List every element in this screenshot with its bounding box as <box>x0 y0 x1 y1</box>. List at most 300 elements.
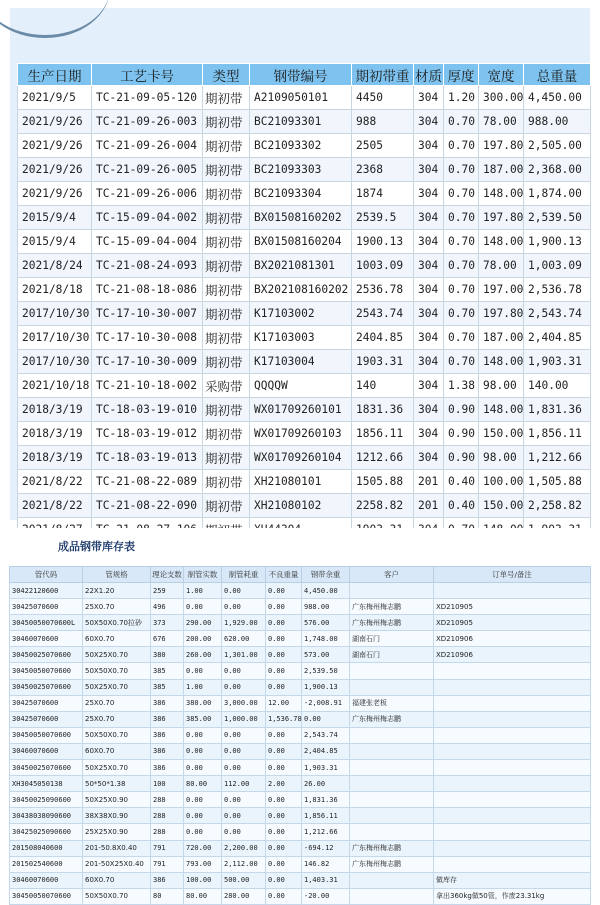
table-cell: 0.90 <box>444 422 479 446</box>
table-cell: 期初带 <box>203 494 250 518</box>
table-cell: 0.70 <box>444 158 479 182</box>
report-table-row[interactable] <box>10 824 591 840</box>
report-column-header[interactable]: 订单号/备注 <box>434 567 591 583</box>
table-cell: 30450050070600 <box>10 727 83 743</box>
table-cell: TC-21-10-18-002 <box>92 374 203 398</box>
table-cell <box>434 663 591 679</box>
table-cell: 197.80 <box>479 302 524 326</box>
report-column-header[interactable]: 制管实数 <box>184 567 222 583</box>
table-cell: 38X38X0.90 <box>83 808 151 824</box>
report-column-header[interactable]: 不良重量 <box>266 567 302 583</box>
table-cell: 12.00 <box>266 695 302 711</box>
table-cell <box>350 583 434 599</box>
table-cell: 0.40 <box>444 494 479 518</box>
table-cell: 304 <box>414 86 444 110</box>
table-cell: 0.70 <box>444 182 479 206</box>
table-cell: WX01709260101 <box>250 398 352 422</box>
strip-table-row[interactable] <box>18 446 591 470</box>
table-cell: BC21093302 <box>250 134 352 158</box>
table-cell: 0.00 <box>266 888 302 904</box>
steel-strip-table <box>17 63 591 566</box>
table-cell: 100.00 <box>479 470 524 494</box>
table-cell <box>350 679 434 695</box>
table-cell: TC-21-09-26-006 <box>92 182 203 206</box>
table-cell <box>434 583 591 599</box>
report-table-row[interactable] <box>10 808 591 824</box>
report-table-row[interactable] <box>10 856 591 872</box>
table-cell <box>434 792 591 808</box>
table-cell: TC-21-08-24-093 <box>92 254 203 278</box>
table-cell: 0.70 <box>444 206 479 230</box>
table-cell: K17103002 <box>250 302 352 326</box>
table-cell: TC-15-09-04-004 <box>92 230 203 254</box>
report-table-row[interactable] <box>10 776 591 792</box>
table-cell <box>434 727 591 743</box>
table-cell: 80.00 <box>184 888 222 904</box>
table-cell: 25X0.70 <box>83 695 151 711</box>
table-cell: 146.82 <box>302 856 350 872</box>
table-cell: 791 <box>151 856 184 872</box>
table-cell: 0.00 <box>266 743 302 759</box>
table-cell: 288 <box>151 792 184 808</box>
table-cell <box>350 888 434 904</box>
table-cell: 2,112.00 <box>222 856 266 872</box>
report-column-header[interactable]: 管代码 <box>10 567 83 583</box>
strip-table-row[interactable] <box>18 230 591 254</box>
table-cell: 30425070600 <box>10 695 83 711</box>
table-cell <box>434 695 591 711</box>
table-cell: 2015/9/4 <box>18 230 92 254</box>
table-cell: 288 <box>151 824 184 840</box>
table-cell: 380.00 <box>184 695 222 711</box>
table-cell: 304 <box>414 350 444 374</box>
strip-table-row[interactable] <box>18 134 591 158</box>
table-cell: 25X25X0.90 <box>83 824 151 840</box>
table-cell: 0.00 <box>222 679 266 695</box>
table-cell: XD210906 <box>434 647 591 663</box>
table-cell: 0.00 <box>266 760 302 776</box>
table-cell: 0.00 <box>222 760 266 776</box>
table-cell: 2,200.00 <box>222 840 266 856</box>
table-cell: 197.80 <box>479 206 524 230</box>
table-cell: 288 <box>151 808 184 824</box>
table-cell: 1,212.66 <box>302 824 350 840</box>
report-table-row[interactable] <box>10 711 591 727</box>
table-cell: TC-21-09-26-005 <box>92 158 203 182</box>
strip-column-header[interactable]: 钢带编号 <box>250 64 352 86</box>
strip-table-row[interactable] <box>18 86 591 110</box>
report-column-header[interactable]: 客户 <box>350 567 434 583</box>
table-cell: 30425070600 <box>10 599 83 615</box>
table-cell: 2018/3/19 <box>18 398 92 422</box>
table-cell: 30425070600 <box>10 711 83 727</box>
table-cell: 1831.36 <box>352 398 414 422</box>
table-cell: BX01508160204 <box>250 230 352 254</box>
report-table-row[interactable] <box>10 599 591 615</box>
strip-column-header[interactable]: 生产日期 <box>18 64 92 86</box>
table-cell: K17103004 <box>250 350 352 374</box>
report-table-row[interactable] <box>10 760 591 776</box>
report-table-row[interactable] <box>10 631 591 647</box>
table-cell: 0.00 <box>266 872 302 888</box>
table-cell: 0.00 <box>184 824 222 840</box>
table-cell: 60X0.70 <box>83 743 151 759</box>
table-cell: 150.00 <box>479 422 524 446</box>
table-cell: 2,404.85 <box>524 326 591 350</box>
table-cell: 0.00 <box>184 792 222 808</box>
table-cell: 2,536.78 <box>524 278 591 302</box>
report-column-header[interactable]: 钢带余重 <box>302 567 350 583</box>
table-cell: 300.00 <box>479 86 524 110</box>
report-table-row[interactable] <box>10 647 591 663</box>
strip-column-header[interactable]: 总重量 <box>524 64 591 86</box>
table-cell: 304 <box>414 422 444 446</box>
table-cell: 广东梅州梅志鹏 <box>350 615 434 631</box>
strip-table-row[interactable] <box>18 350 591 374</box>
table-cell: 500.00 <box>222 872 266 888</box>
report-table-row[interactable] <box>10 872 591 888</box>
table-cell: 0.00 <box>222 792 266 808</box>
table-cell: 201-50X25X0.40 <box>83 856 151 872</box>
table-cell: 720.00 <box>184 840 222 856</box>
table-cell: 304 <box>414 182 444 206</box>
table-cell <box>350 776 434 792</box>
table-cell: 187.00 <box>479 158 524 182</box>
strip-column-header[interactable]: 厚度 <box>444 64 479 86</box>
table-cell: 0.00 <box>184 599 222 615</box>
table-cell: 期初带 <box>203 182 250 206</box>
table-cell: 2015/9/4 <box>18 206 92 230</box>
table-cell: A2109050101 <box>250 86 352 110</box>
strip-table-row[interactable] <box>18 374 591 398</box>
table-cell: 304 <box>414 206 444 230</box>
table-cell: 0.00 <box>266 824 302 840</box>
table-cell: 2,368.00 <box>524 158 591 182</box>
table-cell: 386 <box>151 711 184 727</box>
table-cell: 0.70 <box>444 278 479 302</box>
table-cell: 30450050070600 <box>10 663 83 679</box>
table-cell: 期初带 <box>203 470 250 494</box>
table-cell: 26.00 <box>302 776 350 792</box>
table-cell: TC-17-10-30-007 <box>92 302 203 326</box>
table-cell: 60X0.70 <box>83 872 151 888</box>
table-cell <box>350 663 434 679</box>
table-cell: 496 <box>151 599 184 615</box>
table-cell: 1,212.66 <box>524 446 591 470</box>
table-cell: 30438038090600 <box>10 808 83 824</box>
table-cell: 期初带 <box>203 158 250 182</box>
table-cell: 988.00 <box>302 599 350 615</box>
report-table-row[interactable] <box>10 792 591 808</box>
report-table-row[interactable] <box>10 615 591 631</box>
table-cell: 50X50X0.70 <box>83 727 151 743</box>
table-cell: 30450025070600 <box>10 679 83 695</box>
table-cell: 304 <box>414 302 444 326</box>
table-cell: 期初带 <box>203 230 250 254</box>
table-cell <box>350 727 434 743</box>
report-column-header[interactable]: 理论支数 <box>151 567 184 583</box>
table-cell: WX01709260104 <box>250 446 352 470</box>
table-cell: 576.00 <box>302 615 350 631</box>
table-cell: 0.00 <box>184 808 222 824</box>
table-cell: 201508040600 <box>10 840 83 856</box>
table-cell: 广东梅州梅志鹏 <box>350 711 434 727</box>
table-cell: 2018/3/19 <box>18 446 92 470</box>
table-cell: 988 <box>352 110 414 134</box>
report-column-header[interactable]: 制管耗重 <box>222 567 266 583</box>
table-cell: 2505 <box>352 134 414 158</box>
table-cell: 1,874.00 <box>524 182 591 206</box>
decorative-corner-arc <box>0 0 110 38</box>
table-cell: TC-21-08-22-090 <box>92 494 203 518</box>
table-cell: 30450050070600 <box>10 888 83 904</box>
table-cell: 期初带 <box>203 206 250 230</box>
strip-table-row[interactable] <box>18 470 591 494</box>
table-cell <box>434 760 591 776</box>
table-cell: 201502540600 <box>10 856 83 872</box>
table-cell: 304 <box>414 134 444 158</box>
report-table-row[interactable] <box>10 679 591 695</box>
table-cell: 0.00 <box>266 840 302 856</box>
table-cell: 1856.11 <box>352 422 414 446</box>
table-cell: 1,903.31 <box>524 350 591 374</box>
table-cell <box>434 711 591 727</box>
table-cell: 0.00 <box>266 792 302 808</box>
table-cell: 0.00 <box>266 679 302 695</box>
table-cell <box>350 872 434 888</box>
table-cell: 期初带 <box>203 86 250 110</box>
table-cell: 0.70 <box>444 134 479 158</box>
table-cell: 25X0.70 <box>83 599 151 615</box>
table-cell: 0.00 <box>222 599 266 615</box>
strip-table-row[interactable] <box>18 182 591 206</box>
table-cell: 0.00 <box>302 711 350 727</box>
table-cell: XH21080102 <box>250 494 352 518</box>
table-cell: 259 <box>151 583 184 599</box>
table-cell: 广东梅州梅志鹏 <box>350 840 434 856</box>
table-cell: 50X25X0.90 <box>83 792 151 808</box>
table-cell: 140 <box>352 374 414 398</box>
strip-column-header[interactable]: 期初带重 <box>352 64 414 86</box>
table-cell: 1,900.13 <box>302 679 350 695</box>
table-cell: XH3045050138 <box>10 776 83 792</box>
table-cell: 50X25X0.70 <box>83 679 151 695</box>
report-table-row[interactable] <box>10 840 591 856</box>
table-cell: 0.00 <box>266 856 302 872</box>
table-cell: 386 <box>151 727 184 743</box>
table-cell: 0.00 <box>222 743 266 759</box>
table-cell: 0.70 <box>444 254 479 278</box>
table-cell: 1.00 <box>184 679 222 695</box>
table-cell: 期初带 <box>203 254 250 278</box>
strip-table-row[interactable] <box>18 326 591 350</box>
table-cell: 0.00 <box>184 743 222 759</box>
strip-column-header[interactable]: 材质 <box>414 64 444 86</box>
table-cell: BX202108160202 <box>250 278 352 302</box>
table-cell: 148.00 <box>479 182 524 206</box>
table-cell: 140.00 <box>524 374 591 398</box>
report-table-row[interactable] <box>10 888 591 904</box>
table-cell: 386 <box>151 743 184 759</box>
table-cell: 3,000.00 <box>222 695 266 711</box>
table-cell: 0.00 <box>266 599 302 615</box>
table-cell: 2021/9/26 <box>18 182 92 206</box>
table-cell: 1903.31 <box>352 350 414 374</box>
strip-table-header-row <box>18 64 591 86</box>
strip-table-row[interactable] <box>18 494 591 518</box>
table-cell <box>350 824 434 840</box>
finished-strip-report-panel <box>0 528 600 901</box>
table-cell: 1,831.36 <box>524 398 591 422</box>
table-cell: 4,450.00 <box>524 86 591 110</box>
table-cell: 0.90 <box>444 398 479 422</box>
table-cell <box>434 743 591 759</box>
strip-table-row[interactable] <box>18 158 591 182</box>
table-cell <box>434 808 591 824</box>
table-cell: 2.00 <box>266 776 302 792</box>
table-cell: 148.00 <box>479 398 524 422</box>
table-cell: 2258.82 <box>352 494 414 518</box>
strip-table-row[interactable] <box>18 206 591 230</box>
table-cell: TC-18-03-19-010 <box>92 398 203 422</box>
strip-column-header[interactable]: 类型 <box>203 64 250 86</box>
table-cell: 30460070600 <box>10 631 83 647</box>
strip-table-row[interactable] <box>18 398 591 422</box>
table-cell: TC-21-09-26-003 <box>92 110 203 134</box>
table-cell: 1003.09 <box>352 254 414 278</box>
table-cell: TC-18-03-19-012 <box>92 422 203 446</box>
table-cell: 4450 <box>352 86 414 110</box>
report-table-row[interactable] <box>10 583 591 599</box>
table-cell: 304 <box>414 254 444 278</box>
table-cell: 2017/10/30 <box>18 302 92 326</box>
table-cell: 2021/9/26 <box>18 110 92 134</box>
table-cell <box>434 824 591 840</box>
table-cell: 0.00 <box>222 663 266 679</box>
strip-table-row[interactable] <box>18 254 591 278</box>
table-cell <box>350 760 434 776</box>
table-cell: 1,003.09 <box>524 254 591 278</box>
table-cell: 1505.88 <box>352 470 414 494</box>
table-cell: 386 <box>151 872 184 888</box>
table-cell: 100.00 <box>184 872 222 888</box>
table-cell: 1,748.00 <box>302 631 350 647</box>
table-cell: 201 <box>414 470 444 494</box>
table-cell: 期初带 <box>203 326 250 350</box>
table-cell: 98.00 <box>479 446 524 470</box>
table-cell: 2021/8/18 <box>18 278 92 302</box>
table-cell: BC21093304 <box>250 182 352 206</box>
table-cell: 386 <box>151 695 184 711</box>
table-cell: XD210905 <box>434 615 591 631</box>
table-cell: 50X50X0.70 <box>83 888 151 904</box>
table-cell: 2,543.74 <box>302 727 350 743</box>
table-cell: 2017/10/30 <box>18 350 92 374</box>
table-cell: 拿出360kg做50管，作废23.31kg <box>434 888 591 904</box>
table-cell: 0.00 <box>222 727 266 743</box>
table-cell: 380 <box>151 647 184 663</box>
table-cell: 290.00 <box>184 615 222 631</box>
table-cell: 1,403.31 <box>302 872 350 888</box>
table-cell: 2021/8/24 <box>18 254 92 278</box>
table-cell: 0.00 <box>266 647 302 663</box>
table-cell: 78.00 <box>479 254 524 278</box>
report-table-row[interactable] <box>10 743 591 759</box>
table-cell: 50X50X0.70拉砂 <box>83 615 151 631</box>
strip-column-header[interactable]: 工艺卡号 <box>92 64 203 86</box>
table-cell <box>350 792 434 808</box>
table-cell: 30422120600 <box>10 583 83 599</box>
table-cell: 80.00 <box>184 776 222 792</box>
table-cell <box>434 679 591 695</box>
table-cell: 112.00 <box>222 776 266 792</box>
table-cell: 304 <box>414 446 444 470</box>
table-cell: 2021/8/22 <box>18 494 92 518</box>
table-cell <box>434 856 591 872</box>
report-table-row[interactable] <box>10 695 591 711</box>
table-cell: 22X1.20 <box>83 583 151 599</box>
table-cell: 2,404.85 <box>302 743 350 759</box>
strip-table-row[interactable] <box>18 422 591 446</box>
table-cell: 100 <box>151 776 184 792</box>
table-cell: 150.00 <box>479 494 524 518</box>
table-cell: 988.00 <box>524 110 591 134</box>
table-cell: 197.80 <box>479 134 524 158</box>
table-cell: 620.00 <box>222 631 266 647</box>
table-cell: XD210906 <box>434 631 591 647</box>
report-table-row[interactable] <box>10 663 591 679</box>
table-cell: TC-18-03-19-013 <box>92 446 203 470</box>
table-cell: TC-21-09-26-004 <box>92 134 203 158</box>
table-cell <box>434 840 591 856</box>
table-cell: 2021/9/26 <box>18 158 92 182</box>
table-cell: BC21093301 <box>250 110 352 134</box>
table-cell: 793.00 <box>184 856 222 872</box>
finished-strip-inventory-table <box>9 566 591 905</box>
table-cell: 2,505.00 <box>524 134 591 158</box>
strip-table-row[interactable] <box>18 110 591 134</box>
table-cell: 30425025090600 <box>10 824 83 840</box>
table-cell: TC-21-08-18-086 <box>92 278 203 302</box>
table-cell: 25X0.70 <box>83 711 151 727</box>
table-cell: 0.00 <box>222 824 266 840</box>
table-cell: 0.00 <box>266 615 302 631</box>
report-table-header-row <box>10 567 591 583</box>
table-cell: 0.00 <box>222 583 266 599</box>
table-cell: XD210905 <box>434 599 591 615</box>
table-cell: 197.00 <box>479 278 524 302</box>
table-cell: 80 <box>151 888 184 904</box>
strip-column-header[interactable]: 宽度 <box>479 64 524 86</box>
report-table-row[interactable] <box>10 727 591 743</box>
table-cell: TC-21-09-05-120 <box>92 86 203 110</box>
strip-table-row[interactable] <box>18 302 591 326</box>
table-cell: 1.00 <box>184 583 222 599</box>
table-cell: 2536.78 <box>352 278 414 302</box>
table-cell: -694.12 <box>302 840 350 856</box>
table-cell: 2,539.50 <box>524 206 591 230</box>
strip-inventory-panel <box>10 8 590 520</box>
table-cell: 0.70 <box>444 110 479 134</box>
strip-table-row[interactable] <box>18 278 591 302</box>
table-cell: 2404.85 <box>352 326 414 350</box>
table-cell: 386 <box>151 760 184 776</box>
table-cell: 304 <box>414 110 444 134</box>
table-cell: 0.00 <box>266 631 302 647</box>
table-cell: 0.40 <box>444 470 479 494</box>
report-column-header[interactable]: 管规格 <box>83 567 151 583</box>
table-cell: 2021/9/26 <box>18 134 92 158</box>
